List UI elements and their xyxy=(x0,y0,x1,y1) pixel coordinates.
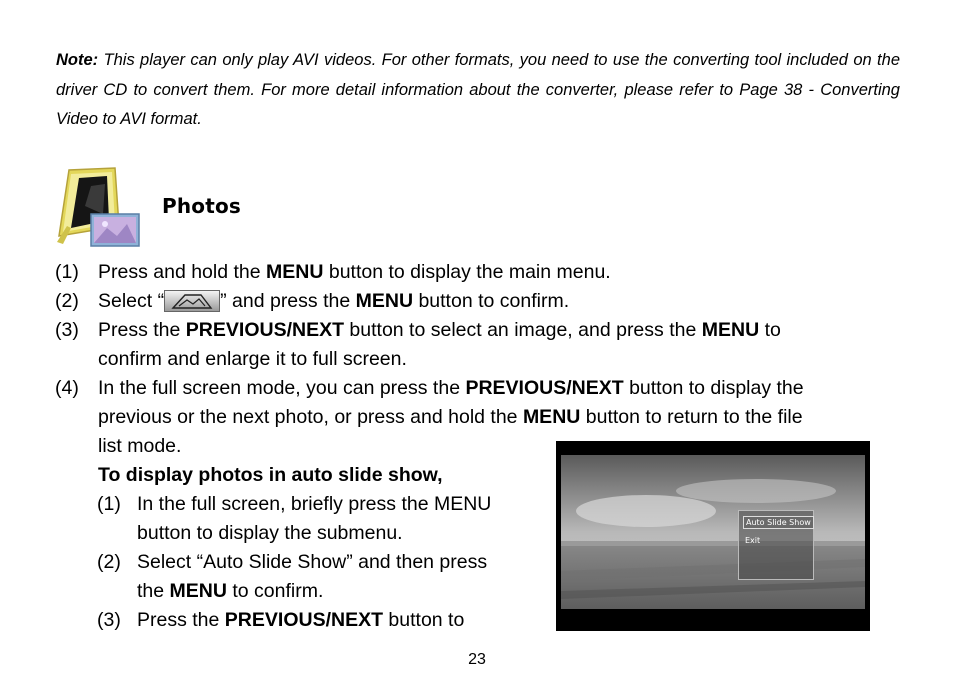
step-text: Select “Auto Slide Show” and then press xyxy=(137,551,488,573)
step-text: Press the PREVIOUS/NEXT button to select an image, and press the MENU to xyxy=(98,319,781,341)
note-text: This player can only play AVI videos. For other formats, you need to use the converting tool included on the driver CD to convert them. For more detail information about the converter, please refer to Page 38 - Converting Video to AVI format. xyxy=(56,51,900,128)
note-label: Note: xyxy=(56,51,99,69)
step-text-line2: confirm and enlarge it to full screen. xyxy=(98,348,407,370)
step-text: Select “ ” and press the MENU button to confirm. xyxy=(98,290,570,312)
slideshow-step-1 xyxy=(0,490,540,548)
section-title: Photos xyxy=(162,194,242,218)
submenu xyxy=(738,510,814,580)
step-number: (4) xyxy=(55,377,79,399)
photo-mode-icon xyxy=(164,290,220,312)
step-text-line2: previous or the next photo, or press and hold the MENU button to return to the file xyxy=(98,406,803,428)
menu-item-auto-slide-show[interactable]: Auto Slide Show xyxy=(743,516,814,529)
step-text-line3: list mode. xyxy=(98,435,182,457)
slideshow-step-2 xyxy=(0,548,540,606)
device-screen-image xyxy=(556,441,870,631)
step-text: Press and hold the MENU button to display the main menu. xyxy=(98,261,611,283)
step-text: In the full screen, briefly press the MENU xyxy=(137,493,492,515)
step-number: (1) xyxy=(97,493,121,515)
step-number: (2) xyxy=(97,551,121,573)
note-paragraph xyxy=(56,46,900,135)
slideshow-step-3 xyxy=(0,606,540,635)
menu-item-exit[interactable]: Exit xyxy=(745,536,761,545)
step-3 xyxy=(0,316,954,374)
landscape-photo xyxy=(556,441,870,631)
step-text: In the full screen mode, you can press the PREVIOUS/NEXT button to display the xyxy=(98,377,804,399)
step-number: (3) xyxy=(55,319,79,341)
photo-frame-icon xyxy=(55,166,141,248)
step-number: (2) xyxy=(55,290,79,312)
slideshow-heading: To display photos in auto slide show, xyxy=(98,464,443,486)
step-text-line2: the MENU to confirm. xyxy=(137,580,324,602)
page-number: 23 xyxy=(468,651,486,668)
step-number: (3) xyxy=(97,609,121,631)
step-number: (1) xyxy=(55,261,79,283)
step-1 xyxy=(0,258,954,287)
step-text: Press the PREVIOUS/NEXT button to xyxy=(137,609,465,631)
step-2 xyxy=(0,287,954,316)
step-text-line2: button to display the submenu. xyxy=(137,522,403,544)
